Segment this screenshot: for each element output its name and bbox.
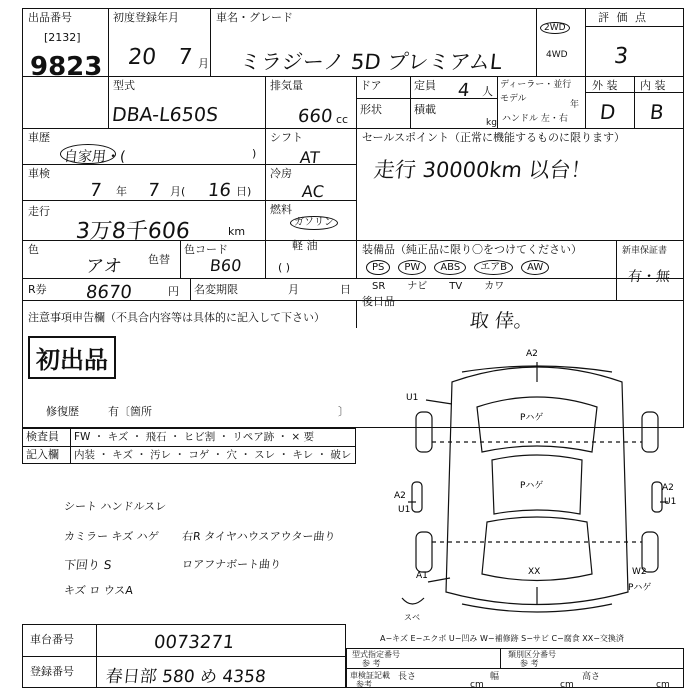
lot-small: [2132] [44, 31, 81, 44]
mileage-value: 3万8千606 [74, 219, 192, 244]
warranty-label: 新車保証書 [622, 246, 668, 256]
first-reg-month: 7 [176, 45, 194, 70]
inspection-month-unit: 月( [170, 185, 186, 198]
note-line-2: カミラー キズ ハゲ [63, 530, 160, 543]
dmg-left-mid-b: U1 [398, 505, 411, 515]
disp-value: 660 [296, 106, 334, 127]
warranty-value: 有・無 [627, 269, 671, 285]
color-change-label: 色替 [148, 253, 170, 266]
color-value: アオ [84, 256, 123, 277]
mileage-label: 走行 [28, 205, 50, 218]
fuel-label: 燃料 [270, 203, 292, 216]
inspector-row2: 内装 ・ キズ ・ 汚レ ・ コゲ ・ 穴 ・ スレ ・ キレ ・ 破レ [74, 449, 352, 461]
first-reg-label: 初度登録年月 [113, 11, 179, 24]
type-spec-ref: 参 考 [362, 659, 381, 668]
ext-label: 外 装 [592, 79, 618, 92]
dmg-roof-mid: Pハゲ [520, 481, 544, 491]
sales-text: 走行 30000km 以台！ [372, 158, 593, 182]
handle-label: ハンドル 左・右 [502, 114, 568, 124]
entry-label: 記入欄 [26, 448, 59, 461]
sales-label: セールスポイント（正常に機能するものに限ります） [362, 131, 626, 144]
recycle-unit: 円 [168, 285, 179, 298]
mileage-unit: km [228, 225, 246, 238]
aftermarket-value: 取 倖。 [468, 310, 535, 332]
name-grade-label: 車名・グレード [216, 11, 293, 24]
ext-grade: D [598, 100, 617, 124]
width-label: 幅 [490, 672, 500, 682]
inspection-year: 7 [88, 180, 103, 201]
notes-label: 注意事項申告欄（不具合内容等は具体的に記入して下さい） [28, 311, 325, 324]
capacity-label: 定員 [414, 79, 436, 92]
damage-legend: A−キズ E−エクボ U−凹み W−補修跡 S−サビ C−腐食 XX−交換済 [380, 634, 624, 643]
score-label: 評 価 点 [598, 11, 648, 24]
height-cm: cm [656, 680, 670, 690]
inspection-month: 7 [146, 180, 161, 201]
inspection-day-unit: 日) [236, 185, 252, 198]
disp-unit: cc [336, 113, 349, 126]
ac-label: 冷房 [270, 167, 292, 180]
shift-value: AT [299, 148, 321, 167]
month-unit: 月 [198, 57, 209, 70]
first-reg-year: 20 [126, 45, 158, 70]
color-label: 色 [28, 243, 39, 256]
recycle-value: 8670 [84, 282, 133, 303]
note-line-3: 右R タイヤハウスアウター曲り [181, 530, 337, 543]
first-listing-text: 初出品 [36, 346, 108, 374]
equipment-item-: カワ [484, 281, 505, 292]
score-value: 3 [612, 44, 630, 69]
category-ref: 参 考 [520, 659, 539, 668]
load-label: 積載 [414, 103, 436, 116]
equipment-item-: ナビ [407, 281, 428, 292]
aftermarket-label: 後日品 [362, 295, 395, 308]
equipment-item-tv: TV [449, 281, 463, 292]
ac-value: AC [301, 182, 325, 201]
lot-label: 出品番号 [28, 11, 72, 24]
dmg-roof-front: Pハゲ [520, 413, 544, 423]
name-grade: ミラジーノ 5D プレミアムL [238, 50, 504, 74]
inspector-row1: FW ・ キズ ・ 飛石 ・ ヒビ割 ・ リペア跡 ・ × 要 [74, 431, 315, 443]
shift-label: シフト [270, 131, 303, 144]
length-label: 長さ [398, 672, 417, 682]
repair-label: 修復歴 [46, 405, 79, 418]
equipment-item-aw-circled: AW [521, 260, 549, 275]
deadline-label: 名変期限 [194, 283, 238, 296]
drive-2wd: 2WD [540, 22, 570, 34]
recycle-label: R券 [28, 283, 47, 296]
disp-label: 排気量 [270, 79, 303, 92]
length-cm: cm [470, 680, 484, 690]
note-line-6: キズ ロ ウスA [63, 584, 134, 597]
capacity-value: 4 [456, 80, 471, 101]
repair-close: 〕 [338, 405, 349, 418]
dmg-top: A2 [526, 349, 538, 359]
load-unit: kg [486, 118, 497, 128]
model-year-label: モデル [500, 94, 527, 104]
car-damage-diagram [392, 342, 682, 627]
first-listing-stamp [28, 336, 116, 379]
reg-label: 登録番号 [30, 665, 74, 678]
equipment-item-b-circled: エアB [474, 260, 513, 275]
fuel-gas: ガソリン [290, 216, 338, 230]
equipment-item-ps-circled: PS [366, 260, 390, 275]
inspection-label: 車検 [28, 167, 50, 180]
note-line-4: 下回り S [63, 558, 113, 572]
chassis-value: 0073271 [152, 632, 236, 653]
capacity-unit: 人 [482, 85, 493, 98]
chassis-label: 車台番号 [30, 633, 74, 646]
drive-4wd: 4WD [546, 50, 568, 60]
dmg-left-rear: A1 [416, 571, 428, 581]
drive-box [536, 8, 586, 76]
dealer-label: ディーラー・並行 [500, 80, 572, 90]
note-line-1: シート ハンドルスレ [63, 500, 167, 513]
lot-number: 9823 [30, 52, 103, 82]
width-cm: cm [560, 680, 574, 690]
model-year-unit: 年 [570, 100, 580, 110]
int-grade: B [648, 100, 665, 124]
inspection-cert: 車検証記載 [350, 671, 390, 680]
equipment-item-sr: SR [372, 281, 386, 292]
inspection-year-unit: 年 [116, 185, 127, 198]
model-label: 型式 [113, 79, 135, 92]
model-value: DBA-L650S [110, 104, 220, 126]
shape-label: 形状 [360, 103, 382, 116]
dmg-right-mid-a: A2 [662, 483, 674, 493]
equipment-item-pw-circled: PW [398, 260, 426, 275]
height-label: 高さ [582, 672, 601, 682]
repair-value: 有〔箇所 [108, 405, 152, 418]
equipment-label: 装備品（純正品に限り〇をつけてください） [362, 243, 582, 256]
equipment-item-abs-circled: ABS [434, 260, 466, 275]
inspection-day: 16 [206, 180, 233, 201]
color-code: B60 [209, 256, 243, 275]
type-spec-label: 型式指定番号 [352, 650, 400, 659]
category-label: 類別区分番号 [508, 650, 556, 659]
dmg-left-front: U1 [406, 393, 419, 403]
reg-value: 春日部 580 め 4358 [104, 667, 267, 687]
dmg-right-mid-b: U1 [664, 497, 677, 507]
dmg-left-mid-a: A2 [394, 491, 406, 501]
history-circle [60, 144, 116, 164]
note-line-5: ロアフナボート曲り [181, 558, 282, 571]
history-value: 自家用・( [63, 149, 127, 165]
history-label: 車歴 [28, 131, 50, 144]
int-label: 内 装 [640, 79, 666, 92]
equipment-row1 [366, 260, 616, 275]
inspector-label: 検査員 [26, 430, 59, 443]
dmg-rear-bottom: スベ [404, 613, 420, 622]
deadline-day: 日 [340, 283, 351, 296]
history-close: ) [252, 147, 257, 160]
color-code-label: 色コード [184, 243, 228, 256]
fuel-paren: ( ) [278, 261, 291, 274]
dmg-right-rear-b: Pハゲ [628, 583, 652, 593]
equipment-row2 [372, 280, 622, 293]
fuel-diesel: 軽 油 [292, 239, 318, 252]
dmg-right-rear-a: W2 [632, 567, 647, 577]
inspection-cert-ref: 参考 [356, 680, 372, 689]
door-label: ドア [360, 79, 382, 92]
deadline-month: 月 [288, 283, 299, 296]
dmg-rear-center: XX [528, 567, 541, 577]
